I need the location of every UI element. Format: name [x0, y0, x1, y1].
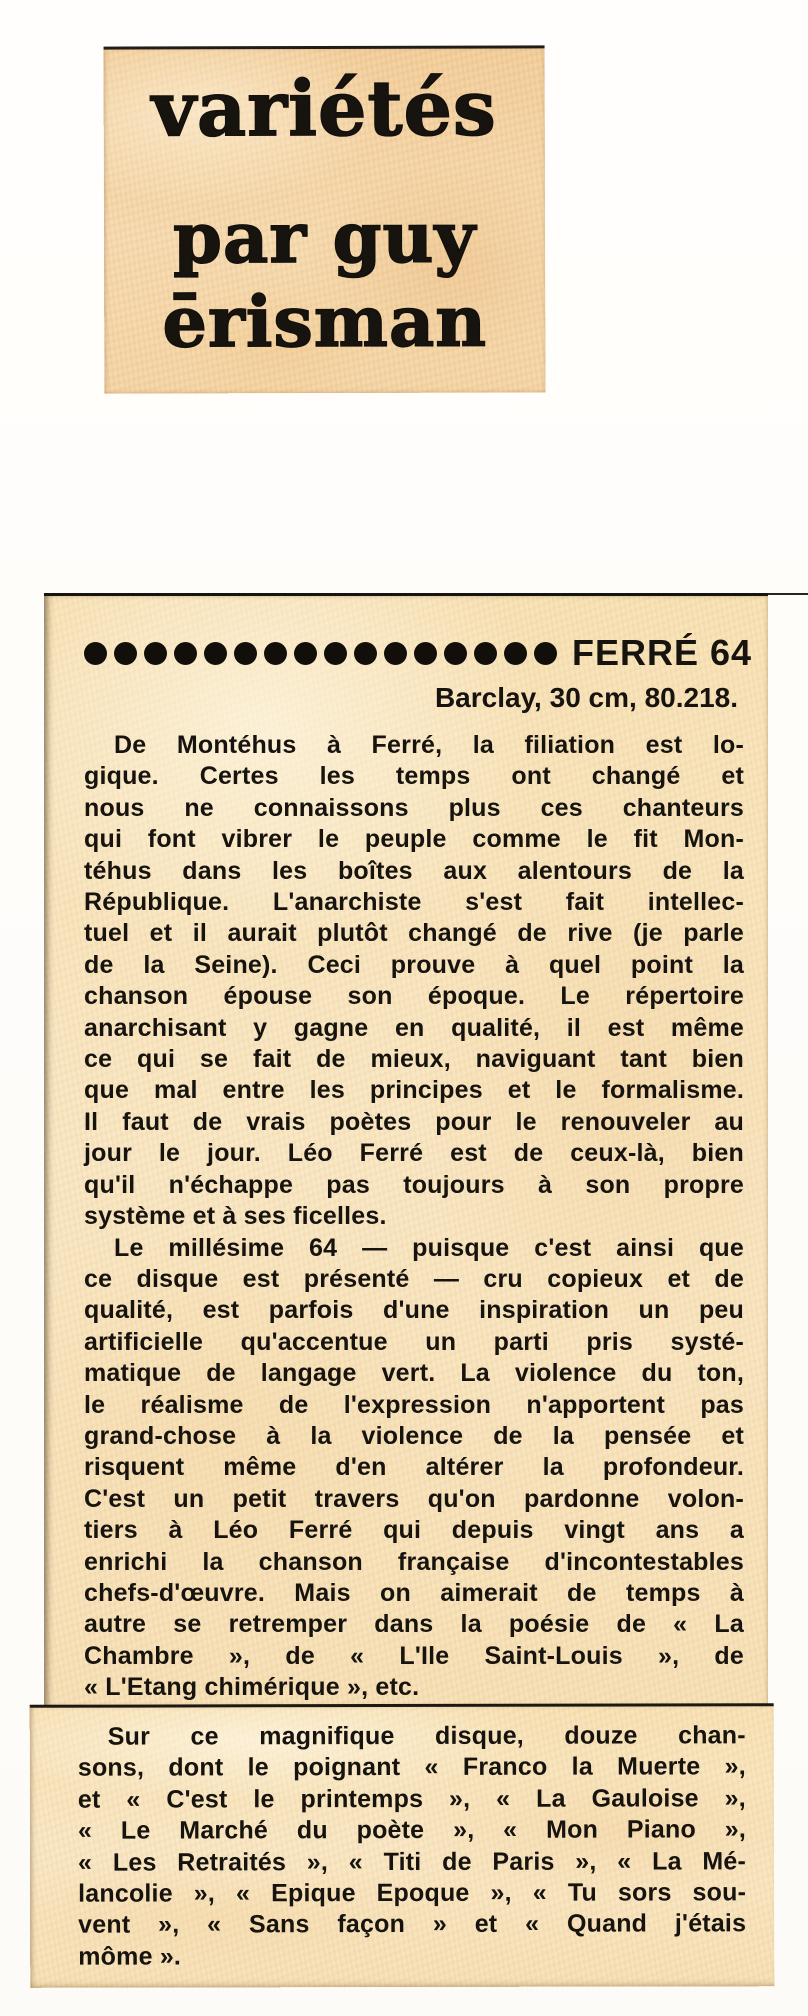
bullet-dot: [84, 642, 107, 665]
bullet-dot: [294, 642, 317, 665]
text-line: République. L'anarchiste s'est fait intellec-: [84, 888, 744, 917]
text-line: Le millésime 64 — puisque c'est ainsi que: [114, 1233, 744, 1262]
text-line: chanson épouse son époque. Le répertoire: [84, 982, 744, 1011]
paragraph-3: [30, 1706, 775, 1973]
text-line: de la Seine). Ceci prouve à quel point la: [84, 950, 744, 979]
text-line: artificielle qu'accentue un parti pris systé-: [84, 1327, 744, 1356]
text-line: tuel et il aurait plutôt changé de rive (je parle: [84, 919, 744, 948]
text-line: et « C'est le printemps », « La Gauloise »,: [77, 1784, 746, 1814]
bullet-dot: [324, 642, 347, 665]
footer-clipping: [30, 1703, 775, 1988]
text-line: que mal entre les principes et le formalisme.: [84, 1076, 744, 1105]
text-line: système et à ses ficelles.: [84, 1202, 387, 1231]
text-line: tiers à Léo Ferré qui depuis vingt ans a: [84, 1516, 744, 1545]
article-title: FERRÉ 64: [572, 632, 753, 673]
text-line: matique de langage vert. La violence du ton,: [84, 1359, 744, 1388]
record-reference: Barclay, 30 cm, 80.218.: [434, 682, 738, 713]
text-line: Sur ce magnifique disque, douze chan-: [107, 1721, 746, 1751]
bullet-dot: [534, 642, 557, 665]
text-line: gique. Certes les temps ont changé et: [84, 762, 744, 791]
bullet-dot: [384, 642, 407, 665]
text-line: Il faut de vrais poètes pour le renouveler au: [84, 1107, 744, 1136]
text-line: vent », « Sans façon » et « Quand j'étais: [78, 1909, 747, 1940]
bullet-dot: [504, 642, 527, 665]
masthead-byline-2: ērisman: [162, 279, 488, 364]
text-line: Chambre », de « L'Ile Saint-Louis », de: [84, 1641, 744, 1670]
masthead-clipping: [104, 45, 546, 393]
bullet-dots-row: [84, 642, 557, 665]
text-line: qu'il n'échappe pas toujours à son propre: [84, 1170, 744, 1199]
masthead-title: variétés: [151, 63, 497, 154]
text-line: autre se retremper dans la poésie de « La: [84, 1610, 744, 1639]
text-line: qui font vibrer le peuple comme le fit Mon-: [84, 825, 744, 854]
text-line: C'est un petit travers qu'on pardonne volon-: [84, 1484, 744, 1513]
text-line: enrichi la chanson française d'incontestables: [84, 1547, 744, 1576]
text-line: qualité, est parfois d'une inspiration un peu: [84, 1296, 744, 1325]
bullet-dot: [144, 642, 167, 665]
text-line: ce disque est présenté — cru copieux et de: [84, 1264, 744, 1293]
text-line: téhus dans les boîtes aux alentours de la: [84, 856, 744, 885]
text-line: môme ».: [78, 1942, 182, 1971]
text-line: « Le Marché du poète », « Mon Piano »,: [77, 1815, 746, 1845]
paragraph-1: [44, 730, 768, 1233]
cut-line: [764, 593, 808, 595]
text-line: De Montéhus à Ferré, la filiation est lo-: [114, 731, 744, 759]
text-line: risquent même d'en altérer la profondeur.: [84, 1453, 744, 1482]
text-line: chefs-d'œuvre. Mais on aimerait de temps à: [84, 1578, 744, 1607]
text-line: sons, dont le poignant « Franco la Muerte »,: [77, 1752, 746, 1783]
text-line: nous ne connaissons plus ces chanteurs: [84, 793, 744, 822]
bullet-dot: [234, 642, 257, 665]
bullet-dot: [444, 642, 467, 665]
bullet-dot: [474, 642, 497, 665]
article-clipping: [44, 593, 768, 1706]
text-line: jour le jour. Léo Ferré est de ceux-là, bien: [84, 1139, 744, 1168]
text-line: « L'Etang chimérique », etc.: [84, 1673, 420, 1702]
text-line: « Les Retraités », « Titi de Paris », « La Mé-: [78, 1846, 747, 1877]
article-body: [44, 730, 768, 1704]
masthead-byline-1: par guy: [172, 195, 477, 280]
bullet-dot: [264, 642, 287, 665]
bullet-dot: [414, 642, 437, 665]
bullet-dot: [114, 642, 137, 665]
bullet-dot: [174, 642, 197, 665]
text-line: le réalisme de l'expression n'apportent pas: [84, 1390, 744, 1419]
text-line: ce qui se fait de mieux, naviguant tant bien: [84, 1045, 744, 1074]
text-line: lancolie », « Epique Epoque », « Tu sors sou-: [78, 1878, 747, 1908]
bullet-dot: [354, 642, 377, 665]
text-line: anarchisant y gagne en qualité, il est même: [84, 1013, 744, 1042]
bullet-dot: [204, 642, 227, 665]
text-line: grand-chose à la violence de la pensée et: [84, 1421, 744, 1450]
paragraph-2: [44, 1233, 768, 1704]
article-header: [44, 596, 768, 674]
